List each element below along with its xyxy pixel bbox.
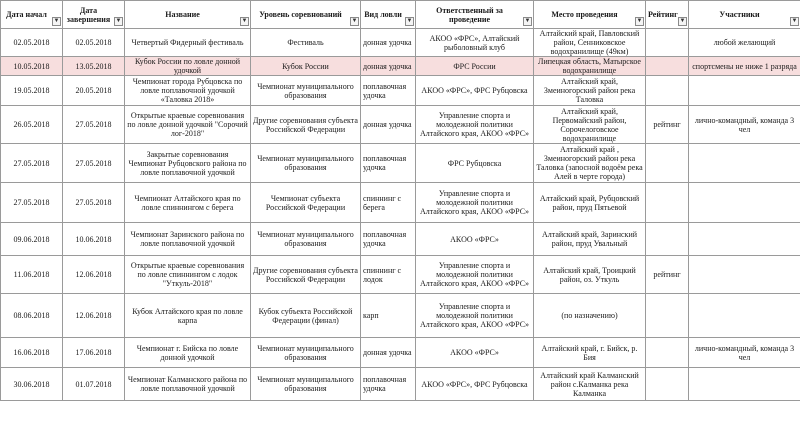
- table-cell[interactable]: Чемпионат муниципального образования: [251, 368, 361, 401]
- table-cell[interactable]: Управление спорта и молодежной политики Алтайского края, АКОО «ФРС»: [416, 294, 534, 338]
- table-cell[interactable]: [689, 144, 800, 183]
- table-cell[interactable]: Кубок Алтайского края по ловле карпа: [125, 294, 251, 338]
- table-cell[interactable]: Открытые краевые соревнования по ловле спиннингом с лодок "Уткуль-2018": [125, 256, 251, 294]
- table-cell[interactable]: Другие соревнования субъекта Российской Федерации: [251, 256, 361, 294]
- table-cell[interactable]: АКОО «ФРС», ФРС Рубцовска: [416, 76, 534, 106]
- table-cell[interactable]: Чемпионат Алтайского края по ловле спиннингом с берега: [125, 183, 251, 223]
- table-cell[interactable]: 27.05.2018: [63, 106, 125, 144]
- filter-dropdown-icon[interactable]: ▼: [406, 18, 413, 24]
- table-cell[interactable]: 16.06.2018: [1, 338, 63, 368]
- table-cell[interactable]: Чемпионат города Рубцовска по ловле поплавочной удочкой «Таловка 2018»: [125, 76, 251, 106]
- table-cell[interactable]: Алтайский край, Троицкий район, оз. Уткуль: [534, 256, 646, 294]
- table-cell[interactable]: 11.06.2018: [1, 256, 63, 294]
- table-cell[interactable]: поплавочная удочка: [361, 223, 416, 256]
- table-cell[interactable]: рейтинг: [646, 106, 689, 144]
- column-header-label: Дата завершения: [66, 5, 111, 24]
- table-cell[interactable]: 10.06.2018: [63, 223, 125, 256]
- table-cell[interactable]: Чемпионат муниципального образования: [251, 223, 361, 256]
- table-cell[interactable]: 27.05.2018: [63, 144, 125, 183]
- table-row[interactable]: [1, 294, 800, 338]
- table-cell[interactable]: донная удочка: [361, 57, 416, 76]
- column-header-label: Место проведения: [551, 10, 618, 19]
- table-cell[interactable]: АКОО «ФРС», Алтайский рыболовный клуб: [416, 29, 534, 57]
- table-cell[interactable]: Закрытые соревнования Чемпионат Рубцовского района по ловле поплавочной удочкой: [125, 144, 251, 183]
- column-header: [689, 1, 800, 29]
- table-row[interactable]: [1, 57, 800, 76]
- table-cell[interactable]: 09.06.2018: [1, 223, 63, 256]
- filter-dropdown-icon[interactable]: ▼: [115, 18, 122, 24]
- table-cell[interactable]: Чемпионат муниципального образования: [251, 76, 361, 106]
- filter-dropdown-icon[interactable]: ▼: [53, 18, 60, 24]
- column-header-label: Дата начал: [6, 10, 47, 19]
- table-cell[interactable]: 10.05.2018: [1, 57, 63, 76]
- table-cell[interactable]: Открытые краевые соревнования по ловле донной удочкой "Сорочий лог-2018": [125, 106, 251, 144]
- table-cell[interactable]: Чемпионат муниципального образования: [251, 144, 361, 183]
- filter-dropdown-icon[interactable]: ▼: [791, 18, 798, 24]
- table-cell[interactable]: ФРС России: [416, 57, 534, 76]
- table-cell[interactable]: [689, 256, 800, 294]
- filter-dropdown-icon[interactable]: ▼: [679, 18, 686, 24]
- table-cell[interactable]: Алтайский край, Заринский район, пруд Увальный: [534, 223, 646, 256]
- table-cell[interactable]: 27.05.2018: [1, 144, 63, 183]
- filter-dropdown-icon[interactable]: ▼: [351, 18, 358, 24]
- table-cell[interactable]: Кубок субъекта Российской Федерации (финал): [251, 294, 361, 338]
- filter-dropdown-icon[interactable]: ▼: [241, 18, 248, 24]
- table-cell[interactable]: 08.06.2018: [1, 294, 63, 338]
- table-cell[interactable]: поплавочная удочка: [361, 368, 416, 401]
- table-cell[interactable]: 12.06.2018: [63, 294, 125, 338]
- table-cell[interactable]: Управление спорта и молодежной политики Алтайского края, АКОО «ФРС»: [416, 183, 534, 223]
- table-cell[interactable]: (по назначению): [534, 294, 646, 338]
- column-header-label: Название: [165, 10, 200, 19]
- table-body: [1, 29, 800, 401]
- column-header-label: Рейтинг: [648, 10, 678, 19]
- table-cell[interactable]: [646, 144, 689, 183]
- table-cell[interactable]: поплавочная удочка: [361, 144, 416, 183]
- table-cell[interactable]: 27.05.2018: [63, 183, 125, 223]
- table-cell[interactable]: АКОО «ФРС», ФРС Рубцовска: [416, 368, 534, 401]
- table-cell[interactable]: Чемпионат муниципального образования: [251, 338, 361, 368]
- column-header-label: Участники: [719, 10, 760, 19]
- table-cell[interactable]: карп: [361, 294, 416, 338]
- table-cell[interactable]: Управление спорта и молодежной политики Алтайского края, АКОО «ФРС»: [416, 106, 534, 144]
- table-cell[interactable]: 30.06.2018: [1, 368, 63, 401]
- table-cell[interactable]: [646, 294, 689, 338]
- table-cell[interactable]: Чемпионат Заринского района по ловле поплавочной удочкой: [125, 223, 251, 256]
- table-cell[interactable]: [689, 368, 800, 401]
- table-cell[interactable]: 12.06.2018: [63, 256, 125, 294]
- table-cell[interactable]: Другие соревнования субъекта Российской Федерации: [251, 106, 361, 144]
- table-cell[interactable]: Чемпионат субъекта Российской Федерации: [251, 183, 361, 223]
- table-cell[interactable]: 13.05.2018: [63, 57, 125, 76]
- table-cell[interactable]: [646, 76, 689, 106]
- table-cell[interactable]: [646, 183, 689, 223]
- table-cell[interactable]: [689, 223, 800, 256]
- table-cell[interactable]: [646, 338, 689, 368]
- table-cell[interactable]: лично-командный, команда 3 чел: [689, 106, 800, 144]
- table-cell[interactable]: спортсмены не ниже 1 разряда: [689, 57, 800, 76]
- table-cell[interactable]: [646, 368, 689, 401]
- table-cell[interactable]: [689, 294, 800, 338]
- table-cell[interactable]: АКОО «ФРС»: [416, 223, 534, 256]
- table-row[interactable]: [1, 256, 800, 294]
- table-cell[interactable]: лично-командный, команда 3 чел: [689, 338, 800, 368]
- table-cell[interactable]: Кубок России по ловле донной удочкой: [125, 57, 251, 76]
- filter-dropdown-icon[interactable]: ▼: [636, 18, 643, 24]
- table-cell[interactable]: спиннинг с берега: [361, 183, 416, 223]
- filter-dropdown-icon[interactable]: ▼: [524, 18, 531, 24]
- table-cell[interactable]: ФРС Рубцовска: [416, 144, 534, 183]
- table-cell[interactable]: АКОО «ФРС»: [416, 338, 534, 368]
- table-cell[interactable]: [689, 76, 800, 106]
- table-cell[interactable]: Алтайский край, г. Бийск, р. Бия: [534, 338, 646, 368]
- table-cell[interactable]: Алтайский край, Павловский район, Сенниковское водохранилище (49км): [534, 29, 646, 57]
- table-row[interactable]: [1, 183, 800, 223]
- column-header: [361, 1, 416, 29]
- table-cell[interactable]: Липецкая область, Матырское водохранилище: [534, 57, 646, 76]
- table-cell[interactable]: донная удочка: [361, 106, 416, 144]
- column-header: [125, 1, 251, 29]
- table-row[interactable]: [1, 223, 800, 256]
- table-cell[interactable]: [646, 223, 689, 256]
- table-cell[interactable]: Кубок России: [251, 57, 361, 76]
- table-cell[interactable]: поплавочная удочка: [361, 76, 416, 106]
- table-row[interactable]: [1, 368, 800, 401]
- table-row[interactable]: [1, 29, 800, 57]
- table-cell[interactable]: 02.05.2018: [1, 29, 63, 57]
- table-cell[interactable]: 17.06.2018: [63, 338, 125, 368]
- table-cell[interactable]: Алтайский край, Змеиногорский район река Таловка: [534, 76, 646, 106]
- table-cell[interactable]: любой желающий: [689, 29, 800, 57]
- table-cell[interactable]: Фестиваль: [251, 29, 361, 57]
- table-cell[interactable]: [646, 57, 689, 76]
- table-cell[interactable]: [646, 29, 689, 57]
- table-cell[interactable]: Чемпионат г. Бийска по ловле донной удочкой: [125, 338, 251, 368]
- table-cell[interactable]: спиннинг с лодок: [361, 256, 416, 294]
- table-cell[interactable]: 02.05.2018: [63, 29, 125, 57]
- table-cell[interactable]: Алтайский край, Рубцовский район, пруд Пятьевой: [534, 183, 646, 223]
- table-row[interactable]: [1, 76, 800, 106]
- column-header-label: Вид ловли: [364, 10, 402, 19]
- table-cell[interactable]: 26.05.2018: [1, 106, 63, 144]
- column-header: [646, 1, 689, 29]
- table-cell[interactable]: Алтайский край, Первомайский район, Сорочелоговское водохранилище: [534, 106, 646, 144]
- table-cell[interactable]: Алтайский край Калманский район с.Калманка река Калманка: [534, 368, 646, 401]
- table-row[interactable]: [1, 106, 800, 144]
- column-header: [534, 1, 646, 29]
- column-header: [251, 1, 361, 29]
- table-cell[interactable]: 01.07.2018: [63, 368, 125, 401]
- table-cell[interactable]: [689, 183, 800, 223]
- column-header: [1, 1, 63, 29]
- column-header-label: Ответственный за проведение: [436, 5, 503, 24]
- table-cell[interactable]: Чемпионат Калманского района по ловле поплавочной удочкой: [125, 368, 251, 401]
- table-cell[interactable]: рейтинг: [646, 256, 689, 294]
- table-cell[interactable]: 20.05.2018: [63, 76, 125, 106]
- table-row[interactable]: [1, 338, 800, 368]
- table-cell[interactable]: Управление спорта и молодежной политики Алтайского края, АКОО «ФРС»: [416, 256, 534, 294]
- column-header: [416, 1, 534, 29]
- table-cell[interactable]: 19.05.2018: [1, 76, 63, 106]
- column-header: [63, 1, 125, 29]
- column-header-label: Уровень соревнований: [259, 10, 342, 19]
- table-cell[interactable]: Алтайский край , Змеиногорский район река Таловка (запосной водоём река Алей в черте города): [534, 144, 646, 183]
- table-cell[interactable]: 27.05.2018: [1, 183, 63, 223]
- table-cell[interactable]: Четвертый Фидерный фестиваль: [125, 29, 251, 57]
- table-row[interactable]: [1, 144, 800, 183]
- table-cell[interactable]: донная удочка: [361, 338, 416, 368]
- header-row: [1, 1, 800, 29]
- table-cell[interactable]: донная удочка: [361, 29, 416, 57]
